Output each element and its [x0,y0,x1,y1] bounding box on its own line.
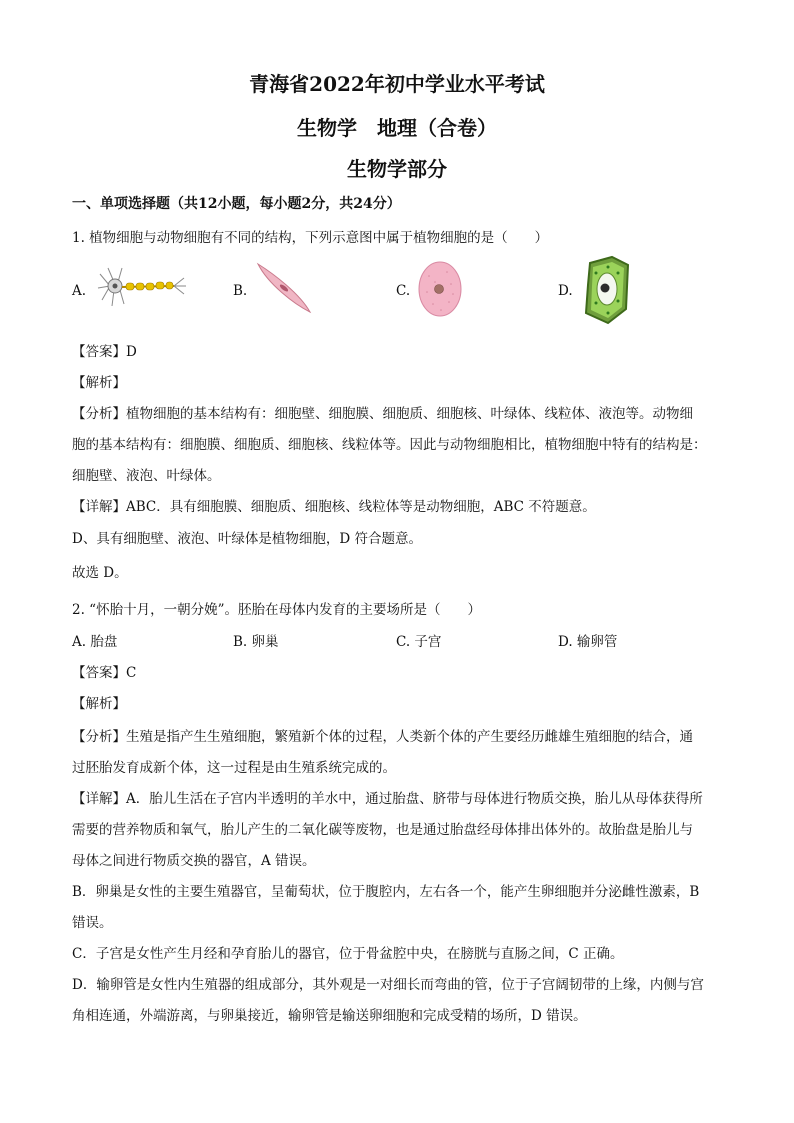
exam-subtitle: 生物学 地理（合卷） [297,116,497,140]
q1-fenxi-line: 胞的基本结构有：细胞膜、细胞质、细胞核、线粒体等。因此与动物细胞相比，植物细胞中特有的结构是： [72,437,707,453]
q2-stem: 2. “怀胎十月，一朝分娩”。胚胎在母体内发育的主要场所是（ ） [72,602,481,618]
q1-fenxi-line: 【分析】植物细胞的基本结构有：细胞壁、细胞膜、细胞质、细胞核、叶绿体、线粒体、液泡等。动物细 [72,406,693,422]
muscle-cell-icon [254,260,314,316]
q2-xiangjie-line: 需要的营养物质和氧气，胎儿产生的二氧化碳等废物，也是通过胎盘经母体排出体外的。故胎盘是胎儿与 [72,822,693,838]
q1-conclusion: 故选 D。 [72,565,128,581]
q2-option-b-explanation: 错误。 [72,915,113,931]
q1-analysis-label: 【解析】 [72,375,126,391]
q2-option-a: A. 胎盘 [72,634,118,650]
q2-option-d-explanation: 角相连通，外端游离，与卵巢接近，输卵管是输送卵细胞和完成受精的场所，D 错误。 [72,1008,587,1024]
q1-xiangjie-line: 【详解】ABC．具有细胞膜、细胞质、细胞核、线粒体等是动物细胞，ABC 不符题意。 [72,499,596,515]
q2-fenxi-line: 【分析】生殖是指产生生殖细胞，繁殖新个体的过程，人类新个体的产生要经历雌雄生殖细胞的结合，通 [72,729,693,745]
q2-option-c-explanation: C．子宫是女性产生月经和孕育胎儿的器官，位于骨盆腔中央，在膀胱与直肠之间，C 正确。 [72,946,624,962]
q1-option-b-label: B. [233,283,248,299]
exam-title: 青海省2022年初中学业水平考试 [249,72,545,96]
part-title: 生物学部分 [347,157,447,181]
q1-stem: 1. 植物细胞与动物细胞有不同的结构，下列示意图中属于植物细胞的是（ ） [72,230,549,246]
neuron-cell-icon [96,262,188,312]
q1-option-d-label: D. [558,283,573,299]
q2-xiangjie-line: 母体之间进行物质交换的器官，A 错误。 [72,853,316,869]
q2-fenxi-line: 过胚胎发育成新个体，这一过程是由生殖系统完成的。 [72,760,396,776]
q1-option-c-label: C. [396,283,411,299]
q2-option-b-explanation: B．卵巢是女性的主要生殖器官，呈葡萄状，位于腹腔内，左右各一个，能产生卵细胞并分泌雌性激素，B [72,884,700,900]
section-heading: 一、单项选择题（共12小题，每小题2分，共24分） [72,196,401,212]
q2-option-d: D. 输卵管 [558,634,618,650]
q2-option-b: B. 卵巢 [233,634,279,650]
q2-answer: 【答案】C [72,665,137,681]
q1-answer: 【答案】D [72,344,137,360]
q2-xiangjie-line: 【详解】A．胎儿生活在子宫内半透明的羊水中，通过胎盘、脐带与母体进行物质交换，胎儿从母体获得所 [72,791,703,807]
q1-xiangjie-line: D、具有细胞壁、液泡、叶绿体是植物细胞，D 符合题意。 [72,531,422,547]
q1-fenxi-line: 细胞壁、液泡、叶绿体。 [72,468,221,484]
q2-option-c: C. 子宫 [396,634,442,650]
q2-option-d-explanation: D．输卵管是女性内生殖器的组成部分，其外观是一对细长而弯曲的管，位于子宫阔韧带的上缘，内侧与宫 [72,977,704,993]
animal-cell-icon [417,260,463,318]
q1-option-a-label: A. [72,283,87,299]
q2-analysis-label: 【解析】 [72,696,126,712]
plant-cell-icon [582,255,632,325]
